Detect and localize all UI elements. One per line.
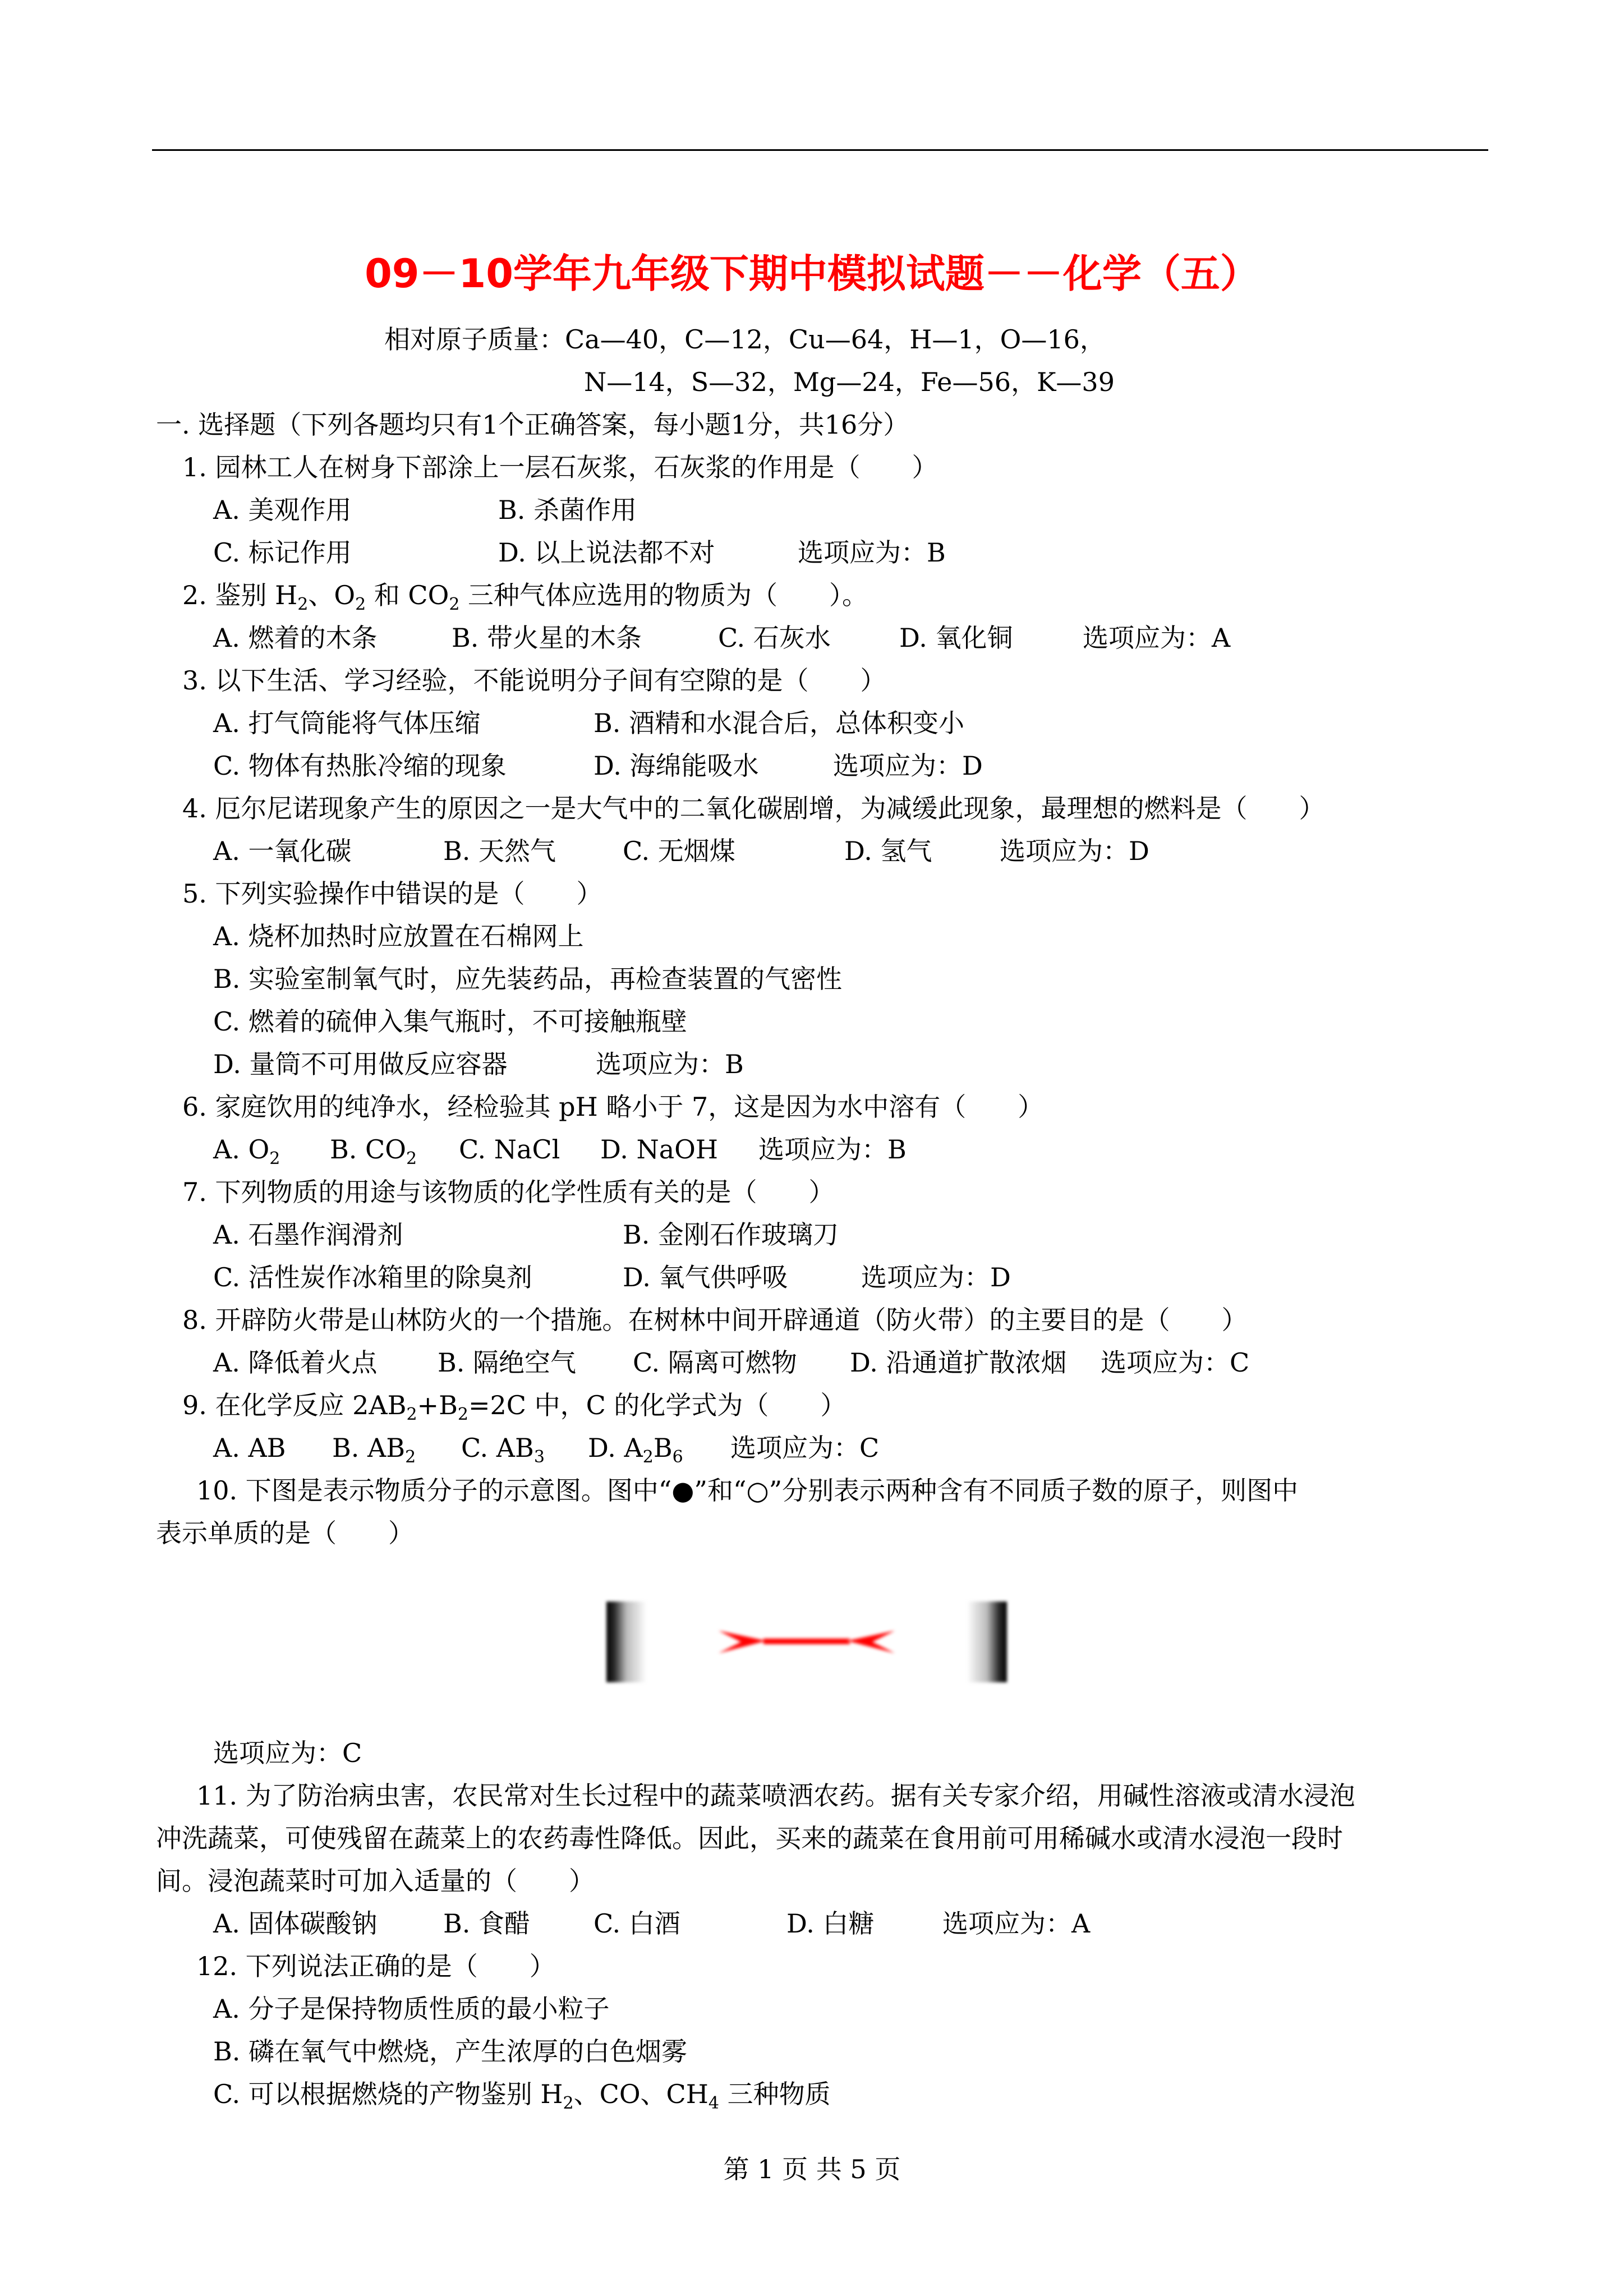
q10-stem-line-2: 表示单质的是（ ） (156, 1518, 414, 1548)
q2-option-b: B. 带火星的木条 (452, 623, 642, 653)
q5-option-b: B. 实验室制氧气时，应先装药品，再检查装置的气密性 (213, 964, 843, 994)
q2-answer: 选项应为：A (1083, 623, 1231, 653)
molecule-diagram-placeholder (606, 1602, 1007, 1682)
q1-answer: 选项应为：B (798, 537, 946, 568)
header-rule (152, 149, 1488, 151)
q8-stem: 8. 开辟防火带是山林防火的一个措施。在树林中间开辟通道（防火带）的主要目的是（ ） (182, 1305, 1248, 1335)
q4-answer: 选项应为：D (1000, 836, 1149, 866)
q4-option-c: C. 无烟煤 (623, 836, 735, 866)
atomic-mass-line-2: N—14，S—32，Mg—24，Fe—56，K—39 (584, 367, 1115, 397)
q5-option-d: D. 量筒不可用做反应容器 (213, 1049, 508, 1079)
q1-option-a: A. 美观作用 (213, 495, 352, 525)
q9-option-a: A. AB (213, 1433, 286, 1463)
q7-answer: 选项应为：D (861, 1262, 1011, 1292)
q6-stem: 6. 家庭饮用的纯净水，经检验其 pH 略小于 7，这是因为水中溶有（ ） (182, 1092, 1044, 1122)
q6-answer: 选项应为：B (758, 1134, 907, 1165)
q6-option-b: B. $CO_2$ (330, 1134, 417, 1168)
q3-option-b: B. 酒精和水混合后，总体积变小 (594, 708, 965, 738)
q8-answer: 选项应为：C (1101, 1347, 1250, 1378)
q9-stem: 9. 在化学反应 $2AB_2+B_2=2C$ 中，C 的化学式为（ ） (182, 1390, 846, 1424)
q11-option-d: D. 白糖 (786, 1908, 875, 1939)
q1-option-d: D. 以上说法都不对 (498, 537, 715, 568)
q11-option-c: C. 白酒 (594, 1908, 680, 1939)
q11-answer: 选项应为：A (942, 1908, 1091, 1939)
q3-option-c: C. 物体有热胀冷缩的现象 (213, 751, 507, 781)
q12-stem: 12. 下列说法正确的是（ ） (196, 1951, 555, 1981)
q7-option-c: C. 活性炭作冰箱里的除臭剂 (213, 1262, 532, 1292)
q4-option-b: B. 天然气 (443, 836, 556, 866)
q5-option-a: A. 烧杯加热时应放置在石棉网上 (213, 921, 584, 951)
page-number: 第 1 页 共 5 页 (723, 2154, 901, 2184)
section-heading: 一. 选择题（下列各题均只有1个正确答案，每小题1分，共16分） (156, 409, 909, 440)
q9-option-d: D. $A_2B_6$ (588, 1433, 683, 1467)
q8-option-a: A. 降低着火点 (213, 1347, 378, 1378)
q4-option-d: D. 氢气 (844, 836, 932, 866)
q5-option-c: C. 燃着的硫伸入集气瓶时，不可接触瓶壁 (213, 1006, 687, 1037)
q7-option-b: B. 金刚石作玻璃刀 (623, 1220, 839, 1250)
q5-answer: 选项应为：B (596, 1049, 744, 1079)
q11-option-b: B. 食醋 (443, 1908, 531, 1939)
q2-option-c: C. 石灰水 (718, 623, 831, 653)
q7-stem: 7. 下列物质的用途与该物质的化学性质有关的是（ ） (182, 1177, 835, 1207)
q7-option-a: A. 石墨作润滑剂 (213, 1220, 403, 1250)
q10-stem-line-1: 10. 下图是表示物质分子的示意图。图中“●”和“○”分别表示两种含有不同质子数的原子，则图中 (196, 1475, 1299, 1506)
q8-option-d: D. 沿通道扩散浓烟 (850, 1347, 1067, 1378)
q11-stem-line-2: 冲洗蔬菜，可使残留在蔬菜上的农药毒性降低。因此，买来的蔬菜在食用前可用稀碱水或清水浸泡一段时 (156, 1823, 1343, 1853)
q8-option-c: C. 隔离可燃物 (633, 1347, 797, 1378)
q6-option-a: A. $O_2$ (213, 1134, 280, 1168)
q1-option-b: B. 杀菌作用 (498, 495, 637, 525)
q2-option-d: D. 氧化铜 (899, 623, 1013, 653)
q10-answer: 选项应为：C (213, 1738, 362, 1768)
q8-option-b: B. 隔绝空气 (438, 1347, 577, 1378)
page-title: 09－10学年九年级下期中模拟试题－－化学（五） (365, 251, 1259, 297)
q5-stem: 5. 下列实验操作中错误的是（ ） (182, 878, 602, 909)
q11-stem-line-3: 间。浸泡蔬菜时可加入适量的（ ） (156, 1866, 595, 1896)
q1-option-c: C. 标记作用 (213, 537, 352, 568)
q2-stem: 2. 鉴别 $H_2$、$O_2$ 和 $CO_2$ 三种气体应选用的物质为（ ）。 (182, 580, 868, 614)
q3-option-d: D. 海绵能吸水 (594, 751, 759, 781)
q1-stem: 1. 园林工人在树身下部涂上一层石灰浆，石灰浆的作用是（ ） (182, 452, 938, 482)
q3-stem: 3. 以下生活、学习经验，不能说明分子间有空隙的是（ ） (182, 665, 886, 696)
atomic-mass-line-1: 相对原子质量：Ca—40，C—12，Cu—64，H—1，O—16， (384, 324, 1106, 355)
q6-option-d: D. NaOH (600, 1134, 718, 1165)
q7-option-d: D. 氧气供呼吸 (623, 1262, 788, 1292)
q6-option-c: C. NaCl (459, 1134, 560, 1165)
missing-image-cross-mark (719, 1631, 895, 1653)
q9-option-b: B. $AB_2$ (332, 1433, 416, 1467)
q12-option-a: A. 分子是保持物质性质的最小粒子 (213, 1994, 610, 2024)
q2-option-a: A. 燃着的木条 (213, 623, 378, 653)
q4-stem: 4. 厄尔尼诺现象产生的原因之一是大气中的二氧化碳剧增，为减缓此现象，最理想的燃料是（ ） (182, 793, 1325, 823)
q9-option-c: C. $AB_3$ (461, 1433, 545, 1467)
q3-option-a: A. 打气筒能将气体压缩 (213, 708, 481, 738)
q11-option-a: A. 固体碳酸钠 (213, 1908, 378, 1939)
q12-option-b: B. 磷在氧气中燃烧，产生浓厚的白色烟雾 (213, 2036, 688, 2067)
q4-option-a: A. 一氧化碳 (213, 836, 352, 866)
q3-answer: 选项应为：D (833, 751, 983, 781)
q12-option-c: C. 可以根据燃烧的产物鉴别 $H_2$、CO、$CH_4$ 三种物质 (213, 2079, 831, 2113)
q9-answer: 选项应为：C (730, 1433, 880, 1463)
q11-stem-line-1: 11. 为了防治病虫害，农民常对生长过程中的蔬菜喷洒农药。据有关专家介绍，用碱性溶液或清水浸泡 (196, 1780, 1355, 1811)
